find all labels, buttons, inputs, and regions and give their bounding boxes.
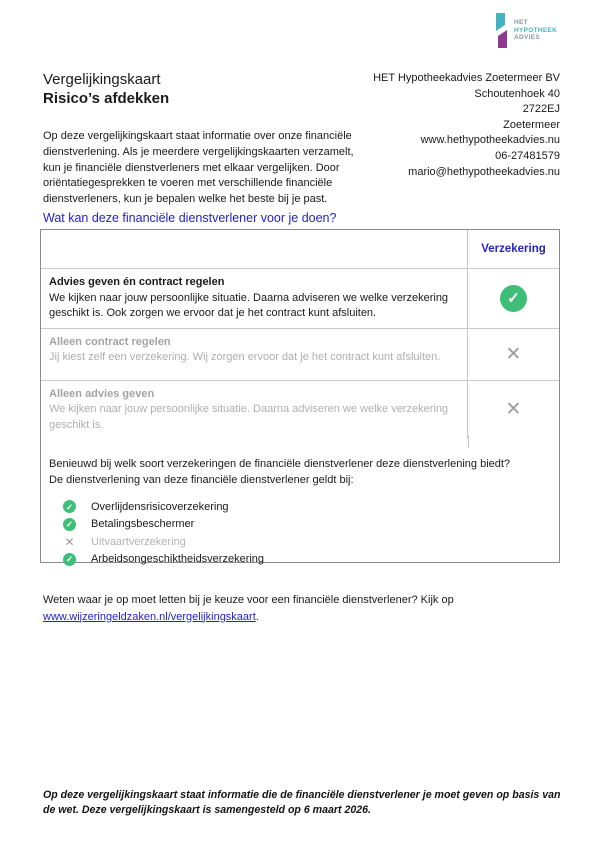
company-phone: 06-27481579 <box>495 149 560 162</box>
check-icon: ✓ <box>63 553 76 566</box>
list-item <box>63 553 547 567</box>
table-footer-section <box>41 439 559 566</box>
company-website: www.hethypotheekadvies.nu <box>420 134 560 147</box>
list-item <box>63 500 547 514</box>
list-item <box>63 535 547 549</box>
intro-paragraph: Op deze vergelijkingskaart staat informatie over onze financiële dienstverlening. Als je meerdere vergelijkingskaarten verzamelt, kun je financiële dienstverleners met elkaar vergelijken. Door oriëntatiegesprekken te voeren met verschillende financiële dienstverleners, kun je bepalen welke het beste bij je past. <box>43 130 354 206</box>
service-description: We kijken naar jouw persoonlijke situatie. Daarna adviseren we welke verzekering geschikt is. Ook zorgen we ervoor dat je het contract kunt afsluiten. <box>49 291 449 319</box>
insurance-label: Arbeidsongeschiktheidsverzekering <box>91 553 265 566</box>
logo-line: HET <box>514 19 528 27</box>
table-header-row <box>41 230 559 268</box>
insurance-intro: De dienstverlening van deze financiële dienstverlener geldt bij: <box>49 474 354 486</box>
insurance-list <box>63 500 547 566</box>
list-item <box>63 518 547 532</box>
table-row <box>41 328 559 380</box>
service-status-cell <box>467 329 559 380</box>
service-description: Jij kiest zelf een verzekering. Wij zorgen ervoor dat je het contract kunt afsluiten. <box>49 351 441 363</box>
insurance-label: Uitvaartverzekering <box>91 535 186 548</box>
more-info-suffix: . <box>255 610 259 623</box>
service-description: We kijken naar jouw persoonlijke situatie. Daarna adviseren we welke verzekering geschikt is. <box>49 403 449 431</box>
service-title: Alleen advies geven <box>49 387 155 400</box>
legal-footer: Op deze vergelijkingskaart staat informatie die de financiële dienstverlener je moet geven op basis van de wet. Deze vergelijkingskaart is samengesteld op 6 maart 2026. <box>43 789 561 816</box>
check-icon: ✓ <box>500 285 527 312</box>
logo-mark-icon <box>492 13 511 48</box>
company-info <box>373 71 560 180</box>
service-row-content <box>41 269 467 328</box>
check-icon: ✓ <box>63 518 76 531</box>
column-header-verzekering: Verzekering <box>467 230 559 268</box>
company-city: Zoetermeer <box>503 118 560 131</box>
service-status-cell <box>467 381 559 440</box>
insurance-label: Betalingsbeschermer <box>91 518 195 531</box>
more-info-text: Weten waar je op moet letten bij je keuze voor een financiële dienstverlener? Kijk op <box>43 594 454 606</box>
service-title: Alleen contract regelen <box>49 335 171 348</box>
service-row-content <box>41 381 467 440</box>
check-icon: ✓ <box>63 500 76 513</box>
cross-icon: ✕ <box>505 399 522 421</box>
insurance-label: Overlijdensrisicoverzekering <box>91 500 229 513</box>
table-header-spacer <box>41 230 467 268</box>
service-title: Advies geven én contract regelen <box>49 276 225 288</box>
column-divider-stub <box>468 435 469 448</box>
service-row-content <box>41 329 467 380</box>
company-street: Schoutenhoek 40 <box>474 87 560 100</box>
logo-wordmark <box>514 19 557 42</box>
insurance-question: Benieuwd bij welk soort verzekeringen de financiële dienstverlener deze dienstverlening biedt? <box>49 458 511 470</box>
service-status-cell <box>467 269 559 328</box>
company-name: HET Hypotheekadvies Zoetermeer BV <box>373 72 560 84</box>
table-row <box>41 380 559 440</box>
company-postcode: 2722EJ <box>522 103 560 116</box>
doc-type-label: Vergelijkingskaart <box>43 71 161 88</box>
logo-line: HYPOTHEEK <box>514 26 558 34</box>
cross-icon: ✕ <box>505 343 522 365</box>
table-row <box>41 268 559 328</box>
cross-icon: ✕ <box>64 534 75 549</box>
logo-line: ADVIES <box>514 34 541 42</box>
vergelijkingskaart-link[interactable]: www.wijzeringeldzaken.nl/vergelijkingskaart <box>43 610 256 623</box>
more-info-paragraph <box>43 592 483 625</box>
section-heading: Wat kan deze financiële dienstverlener voor je doen? <box>43 211 337 225</box>
company-logo <box>492 13 557 48</box>
page-title <box>43 70 169 108</box>
services-table <box>40 229 560 566</box>
company-email: mario@hethypotheekadvies.nu <box>408 165 560 178</box>
doc-title: Risico’s afdekken <box>43 90 170 107</box>
